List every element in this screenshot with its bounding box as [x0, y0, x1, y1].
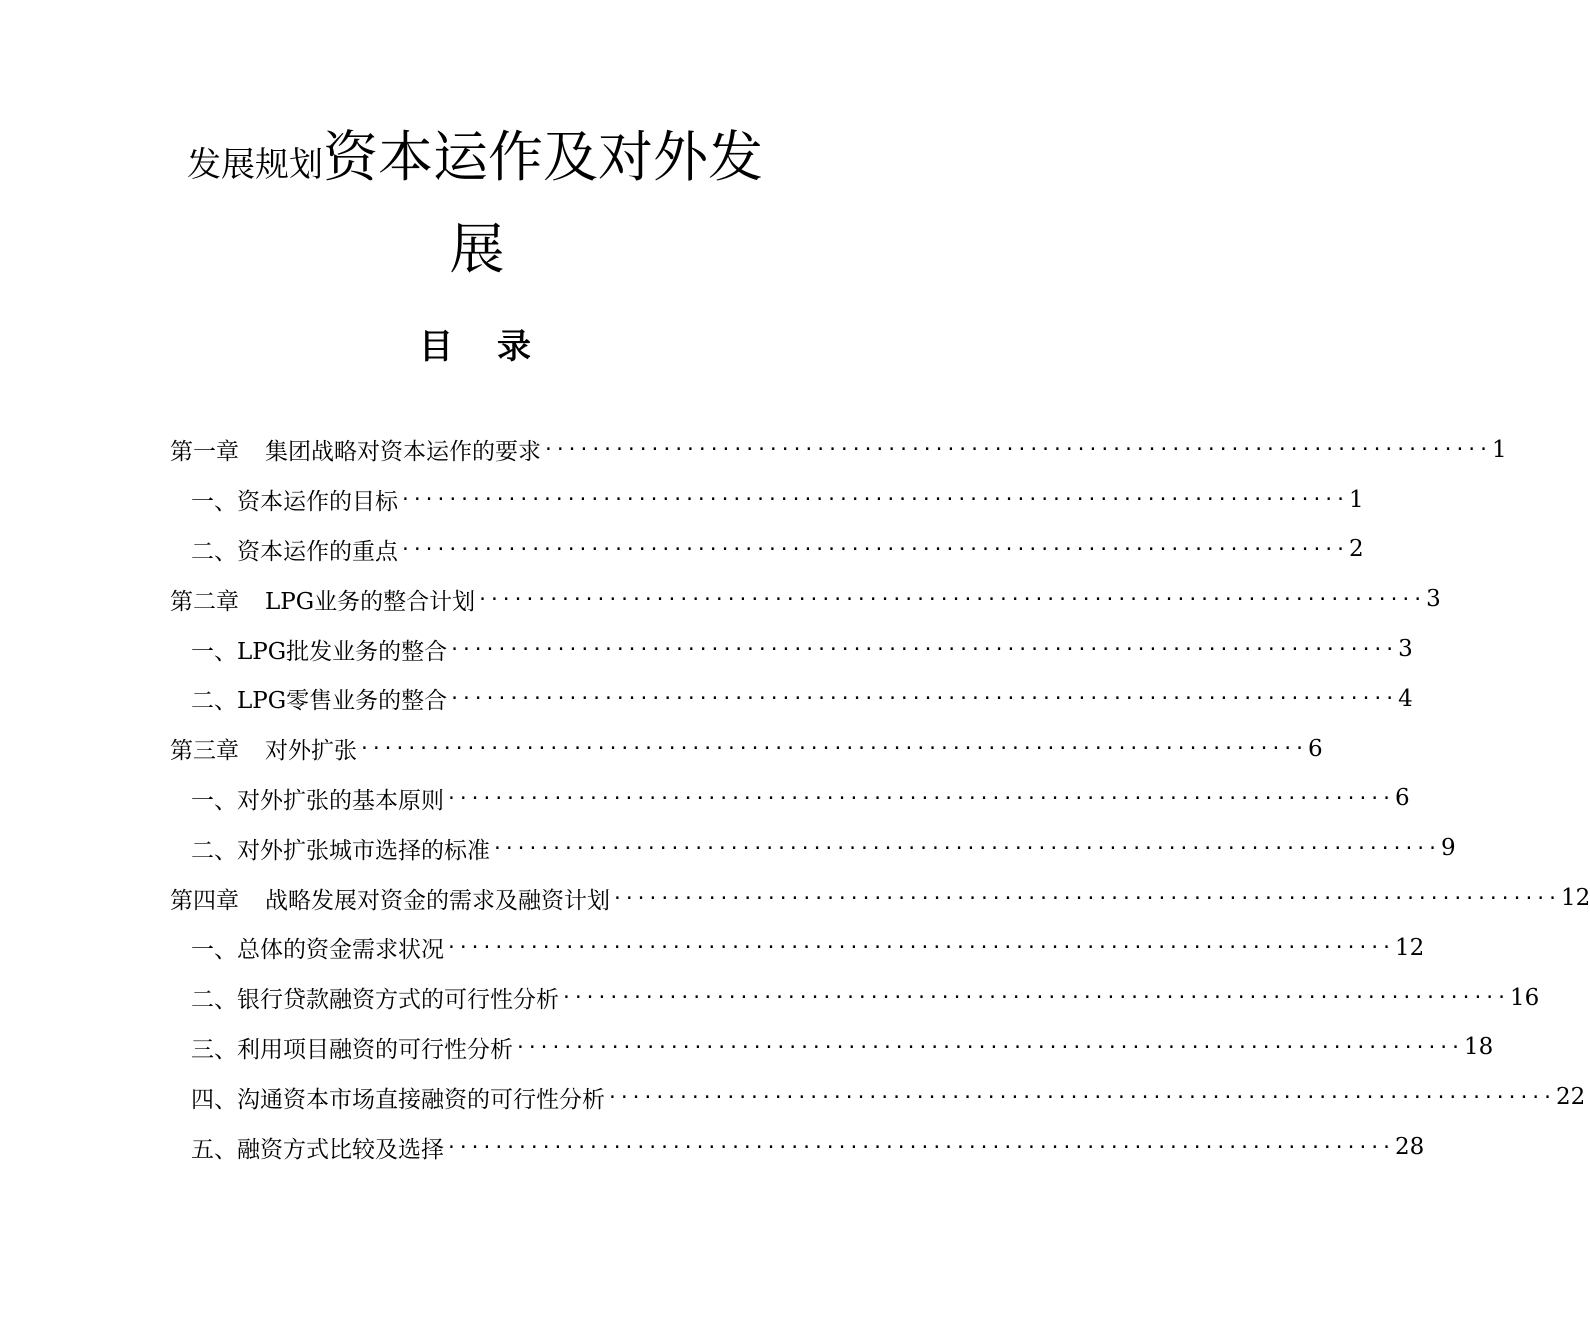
toc-entry-label: [191, 483, 398, 516]
document-title-prefix: 发展规划: [186, 145, 323, 185]
toc-section-entry[interactable]: [170, 1023, 1494, 1073]
toc-dot-leader: ················································································: [612, 887, 1559, 909]
toc-section-entry[interactable]: [170, 973, 1540, 1023]
toc-chapter-entry[interactable]: [170, 574, 1441, 624]
toc-entry-title: 一、总体的资金需求状况: [191, 937, 444, 964]
toc-entry-title: 一、LPG批发业务的整合: [191, 638, 448, 665]
toc-page-number: 6: [1394, 785, 1410, 812]
toc-page-number: 3: [1426, 586, 1441, 613]
toc-entry-title: 五、融资方式比较及选择: [191, 1136, 444, 1163]
toc-entry-title: 二、对外扩张城市选择的标准: [191, 837, 490, 864]
toc-entry-title: 集团战略对资本运作的要求: [265, 439, 541, 466]
toc-entry-label: [170, 433, 541, 466]
toc-chapter-number: 第二章: [170, 588, 239, 615]
toc-entry-label: [191, 533, 398, 566]
toc-dot-leader: ················································································: [400, 489, 1347, 511]
toc-dot-leader: ················································································: [515, 1036, 1462, 1058]
toc-chapter-number: 第一章: [170, 439, 239, 466]
toc-entry-title: 四、沟通资本市场直接融资的可行性分析: [191, 1086, 605, 1113]
toc-page-number: 1: [1491, 436, 1507, 463]
toc-entry-label: [191, 1031, 513, 1064]
toc-dot-leader: ················································································: [446, 937, 1393, 959]
toc-dot-leader: ················································································: [449, 688, 1397, 710]
document-title-line: [0, 118, 950, 210]
toc-dot-leader: ················································································: [561, 987, 1508, 1009]
toc-dot-leader: ················································································: [359, 738, 1306, 760]
toc-entry-label: [191, 1131, 444, 1164]
toc-section-entry[interactable]: [170, 525, 1364, 575]
toc-entry-title: 一、资本运作的目标: [191, 489, 398, 516]
toc-dot-leader: ················································································: [543, 439, 1490, 461]
toc-dot-leader: ················································································: [492, 837, 1439, 859]
toc-page-number: 12: [1560, 885, 1590, 912]
toc-dot-leader: ················································································: [446, 787, 1393, 809]
toc-section-entry[interactable]: [170, 1072, 1586, 1122]
toc-page-number: 2: [1348, 536, 1364, 563]
toc-entry-label: [191, 782, 444, 815]
toc-section-entry[interactable]: [170, 674, 1413, 724]
document-title: [0, 118, 950, 288]
toc-page-number: 22: [1555, 1084, 1586, 1111]
toc-chapter-entry[interactable]: [170, 724, 1323, 774]
toc-entry-label: [170, 583, 475, 616]
toc-entry-label: [170, 882, 610, 915]
document-title-wrap: 展: [449, 217, 505, 281]
toc-section-entry[interactable]: [170, 624, 1413, 674]
toc-entry-label: [191, 832, 490, 865]
toc-entry-label: [191, 682, 447, 715]
toc-entry-title: 战略发展对资金的需求及融资计划: [265, 887, 610, 914]
toc-section-entry[interactable]: [170, 774, 1410, 824]
toc-chapter-entry[interactable]: [170, 873, 1590, 923]
toc-page-number: 16: [1509, 984, 1540, 1011]
toc-page-number: 9: [1440, 835, 1456, 862]
toc-dot-leader: ················································································: [446, 1136, 1393, 1158]
document-title-main: 资本运作及对外发: [322, 125, 763, 189]
toc-page-number: 1: [1348, 486, 1364, 513]
toc-page-number: 18: [1463, 1034, 1494, 1061]
toc-entry-title: 对外扩张: [265, 738, 357, 765]
toc-section-entry[interactable]: [170, 1122, 1425, 1172]
toc-entry-title: 二、银行贷款融资方式的可行性分析: [191, 987, 559, 1014]
toc-entry-title: 一、对外扩张的基本原则: [191, 787, 444, 814]
table-of-contents: [170, 425, 1590, 1172]
toc-page-number: 28: [1394, 1134, 1425, 1161]
toc-chapter-entry[interactable]: [170, 425, 1507, 475]
toc-heading: 目录: [419, 327, 575, 367]
toc-entry-label: [191, 1081, 605, 1114]
toc-entry-label: [191, 633, 447, 666]
toc-page-number: 6: [1307, 735, 1323, 762]
toc-entry-label: [191, 931, 444, 964]
toc-page-number: 4: [1398, 685, 1413, 712]
toc-dot-leader: ················································································: [449, 638, 1397, 660]
toc-chapter-number: 第四章: [170, 887, 239, 914]
toc-section-entry[interactable]: [170, 923, 1425, 973]
toc-entry-label: [191, 981, 559, 1014]
toc-entry-title: 三、利用项目融资的可行性分析: [191, 1036, 513, 1063]
toc-entry-title: 二、资本运作的重点: [191, 538, 398, 565]
toc-entry-label: [170, 732, 357, 765]
toc-dot-leader: ················································································: [477, 588, 1425, 610]
toc-section-entry[interactable]: [170, 475, 1364, 525]
toc-entry-title: 二、LPG零售业务的整合: [191, 688, 448, 715]
toc-page-number: 12: [1394, 934, 1425, 961]
toc-entry-title: LPG业务的整合计划: [265, 588, 476, 615]
toc-dot-leader: ················································································: [607, 1086, 1554, 1108]
toc-chapter-number: 第三章: [170, 738, 239, 765]
toc-dot-leader: ················································································: [400, 538, 1347, 560]
toc-page-number: 3: [1398, 636, 1413, 663]
toc-section-entry[interactable]: [170, 823, 1456, 873]
